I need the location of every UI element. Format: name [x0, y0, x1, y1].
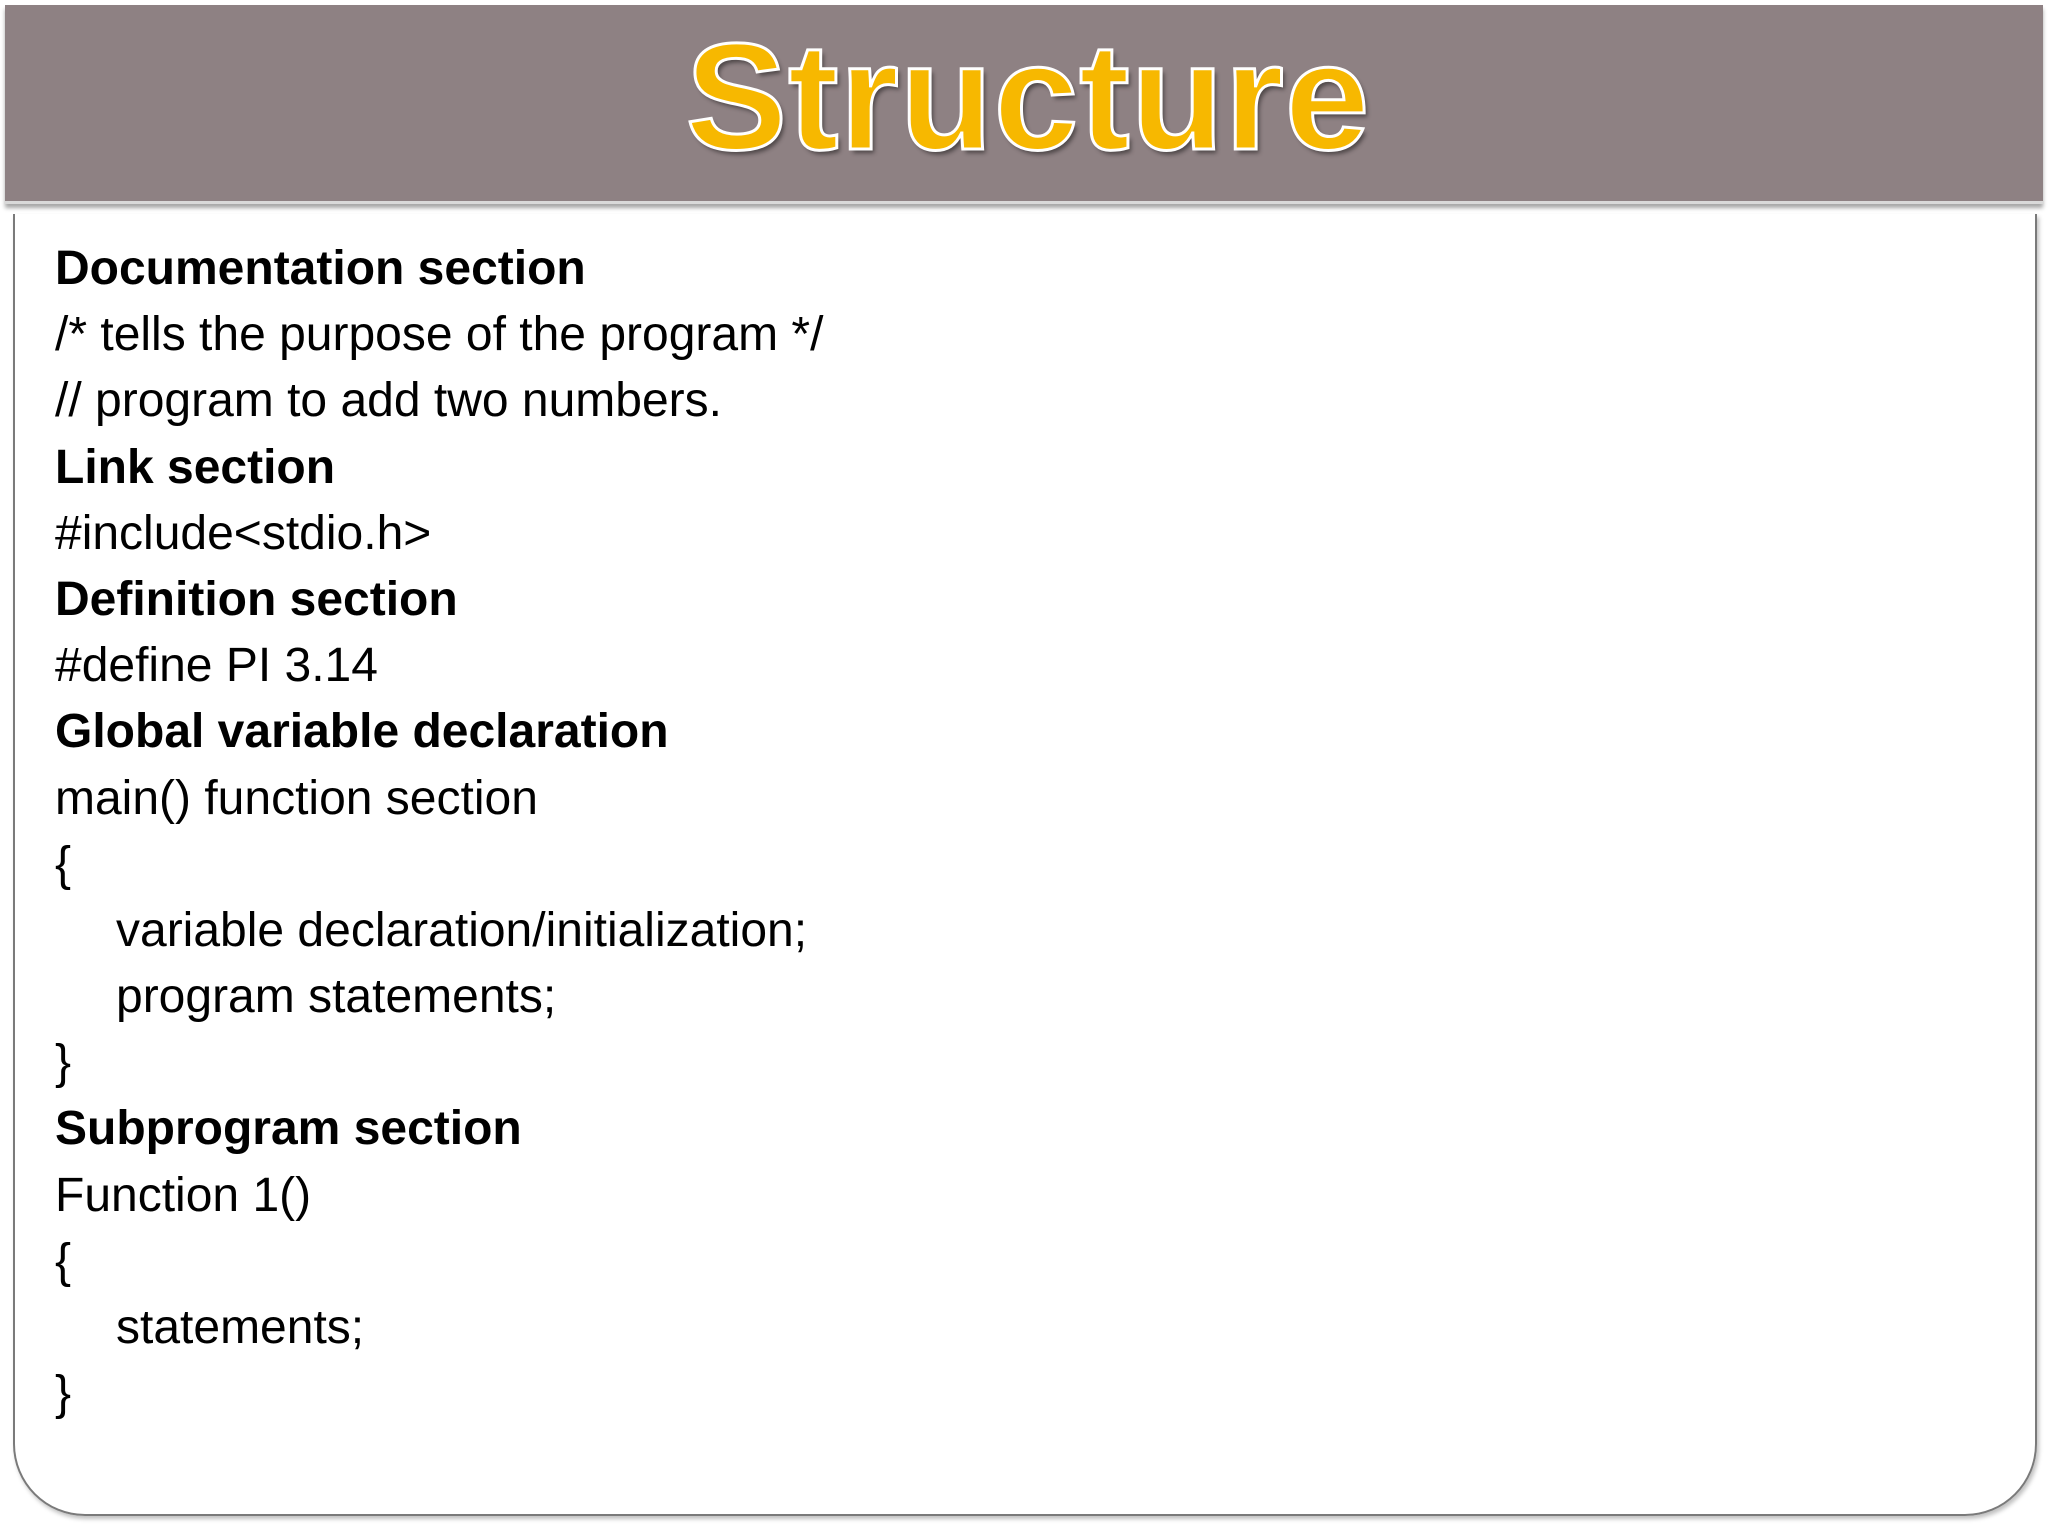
code-line: variable declaration/initialization; [116, 903, 808, 957]
section-heading: Definition section [55, 572, 458, 626]
section-heading: Documentation section [55, 242, 586, 295]
title-bar [5, 5, 2043, 204]
content-body [55, 236, 1955, 1427]
section-heading: Link section [55, 440, 336, 494]
code-line: program statements; [116, 970, 557, 1024]
code-line: Function 1() [55, 1168, 312, 1222]
code-line: statements; [116, 1301, 365, 1354]
code-line: /* tells the purpose of the program */ [55, 308, 824, 362]
code-line: #include<stdio.h> [55, 506, 432, 560]
code-line: } [55, 1367, 72, 1421]
code-line: } [55, 1036, 72, 1090]
section-heading: Global variable declaration [55, 705, 669, 759]
code-line: { [55, 837, 72, 891]
code-line: { [55, 1234, 72, 1288]
section-heading: Subprogram section [55, 1102, 522, 1156]
code-line: main() function section [55, 771, 538, 825]
code-line: #define PI 3.14 [55, 639, 378, 693]
code-line: // program to add two numbers. [55, 374, 722, 428]
slide-title: Structure [685, 12, 1371, 182]
